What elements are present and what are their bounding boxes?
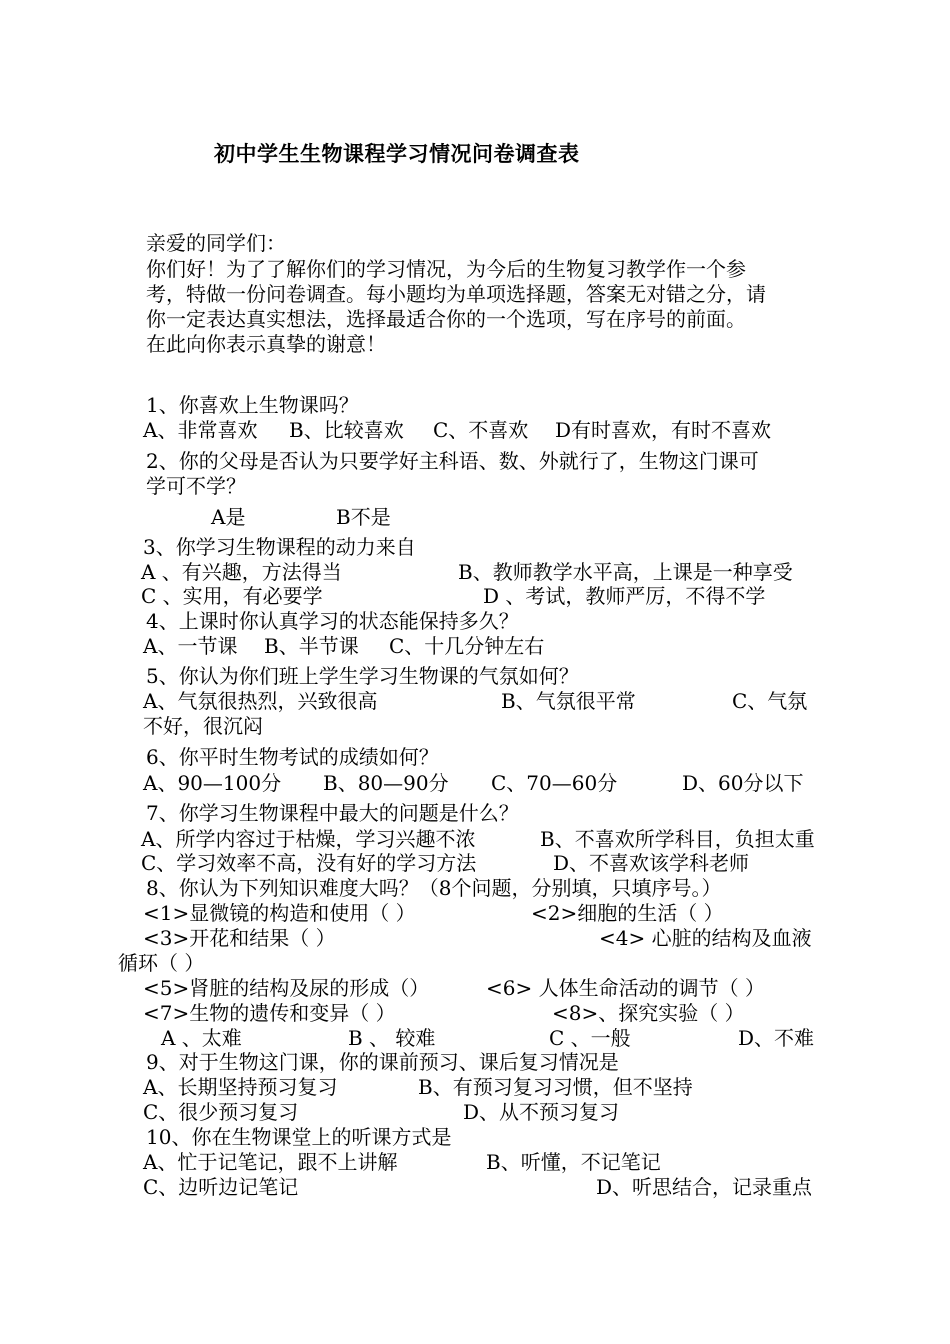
- question-2-line-1: 2、你的父母是否认为只要学好主科语、数、外就行了，生物这门课可: [146, 449, 759, 473]
- intro-line-1: 你们好！为了了解你们的学习情况，为今后的生物复习教学作一个参: [146, 257, 746, 281]
- q8-option-a: A 、太难: [161, 1026, 242, 1050]
- q8-item-8: <8>、探究实验（ ）: [552, 1001, 745, 1025]
- q9-option-b: B、有预习复习习惯，但不坚持: [418, 1075, 693, 1099]
- q3-option-d: D 、考试，教师严厉，不得不学: [483, 584, 766, 608]
- q6-option-d: D、60分以下: [682, 771, 804, 795]
- intro-greeting: 亲爱的同学们：: [146, 231, 286, 255]
- question-3: 3、你学习生物课程的动力来自: [143, 535, 416, 559]
- question-8: 8、你认为下列知识难度大吗？（8个问题，分别填，只填序号。）: [146, 876, 722, 900]
- q9-option-d: D、从不预习复习: [463, 1100, 620, 1124]
- q8-option-d: D、不难: [738, 1026, 815, 1050]
- intro-line-3: 你一定表达真实想法，选择最适合你的一个选项，写在序号的前面。: [146, 307, 746, 331]
- q8-item-7: <7>生物的遗传和变异（ ）: [143, 1001, 396, 1025]
- question-9: 9、对于生物这门课，你的课前预习、课后复习情况是: [146, 1050, 619, 1074]
- q9-option-a: A、长期坚持预习复习: [143, 1075, 338, 1099]
- q6-option-b: B、80—90分: [323, 771, 449, 795]
- q5-option-b: B、气氛很平常: [501, 689, 636, 713]
- q8-item-3: <3>开花和结果（ ）: [143, 926, 336, 950]
- q9-option-c: C、很少预习复习: [143, 1100, 299, 1124]
- question-5: 5、你认为你们班上学生学习生物课的气氛如何？: [146, 664, 579, 688]
- question-1: 1、你喜欢上生物课吗？: [146, 393, 359, 417]
- q6-option-c: C、70—60分: [491, 771, 618, 795]
- q8-item-6: <6> 人体生命活动的调节（ ）: [486, 976, 765, 1000]
- q7-option-b: B、不喜欢所学科目，负担太重: [540, 827, 815, 851]
- q5-option-c: C、气氛: [732, 689, 808, 713]
- q8-option-b: B 、 较难: [348, 1026, 436, 1050]
- q2-option-a: A是: [211, 505, 246, 529]
- question-7: 7、你学习生物课程中最大的问题是什么？: [146, 801, 519, 825]
- q7-option-c: C、学习效率不高，没有好的学习方法: [141, 851, 477, 875]
- q8-item-2: <2>细胞的生活（ ）: [531, 901, 724, 925]
- intro-line-2: 考，特做一份问卷调查。每小题均为单项选择题，答案无对错之分，请: [146, 282, 766, 306]
- q10-option-b: B、听懂，不记笔记: [486, 1150, 661, 1174]
- question-4: 4、上课时你认真学习的状态能保持多久？: [146, 609, 519, 633]
- q10-option-d: D、听思结合，记录重点: [596, 1175, 813, 1199]
- page-title: 初中学生生物课程学习情况问卷调查表: [214, 142, 580, 166]
- q8-item-5: <5>肾脏的结构及尿的形成（）: [143, 976, 430, 1000]
- q5-option-c-continued: 不好，很沉闷: [143, 714, 263, 738]
- q1-option-b: B、比较喜欢: [289, 418, 404, 442]
- question-6: 6、你平时生物考试的成绩如何？: [146, 745, 439, 769]
- q8-item-4-continued: 循环（ ）: [118, 951, 205, 975]
- q8-option-c: C 、一般: [549, 1026, 631, 1050]
- q4-option-a: A、一节课: [143, 634, 238, 658]
- q4-option-b: B、半节课: [264, 634, 359, 658]
- q7-option-a: A、所学内容过于枯燥，学习兴趣不浓: [141, 827, 476, 851]
- question-2-line-2: 学可不学？: [146, 474, 246, 498]
- q7-option-d: D、不喜欢该学科老师: [553, 851, 750, 875]
- q1-option-d: D有时喜欢，有时不喜欢: [555, 418, 772, 442]
- q6-option-a: A、90—100分: [143, 771, 282, 795]
- q3-option-a: A 、有兴趣，方法得当: [141, 560, 342, 584]
- q10-option-c: C、边听边记笔记: [143, 1175, 299, 1199]
- intro-line-4: 在此向你表示真挚的谢意！: [146, 332, 386, 356]
- q2-option-b: B不是: [336, 505, 391, 529]
- q4-option-c: C、十几分钟左右: [389, 634, 545, 658]
- q8-item-1: <1>显微镜的构造和使用（ ）: [143, 901, 416, 925]
- q1-option-c: C、不喜欢: [433, 418, 529, 442]
- q5-option-a: A、气氛很热烈，兴致很高: [143, 689, 378, 713]
- q10-option-a: A、忙于记笔记，跟不上讲解: [143, 1150, 398, 1174]
- q3-option-c: C 、实用，有必要学: [141, 584, 323, 608]
- q1-option-a: A、非常喜欢: [143, 418, 258, 442]
- q3-option-b: B、教师教学水平高，上课是一种享受: [458, 560, 793, 584]
- q8-item-4: <4> 心脏的结构及血液: [599, 926, 812, 950]
- question-10: 10、你在生物课堂上的听课方式是: [146, 1125, 452, 1149]
